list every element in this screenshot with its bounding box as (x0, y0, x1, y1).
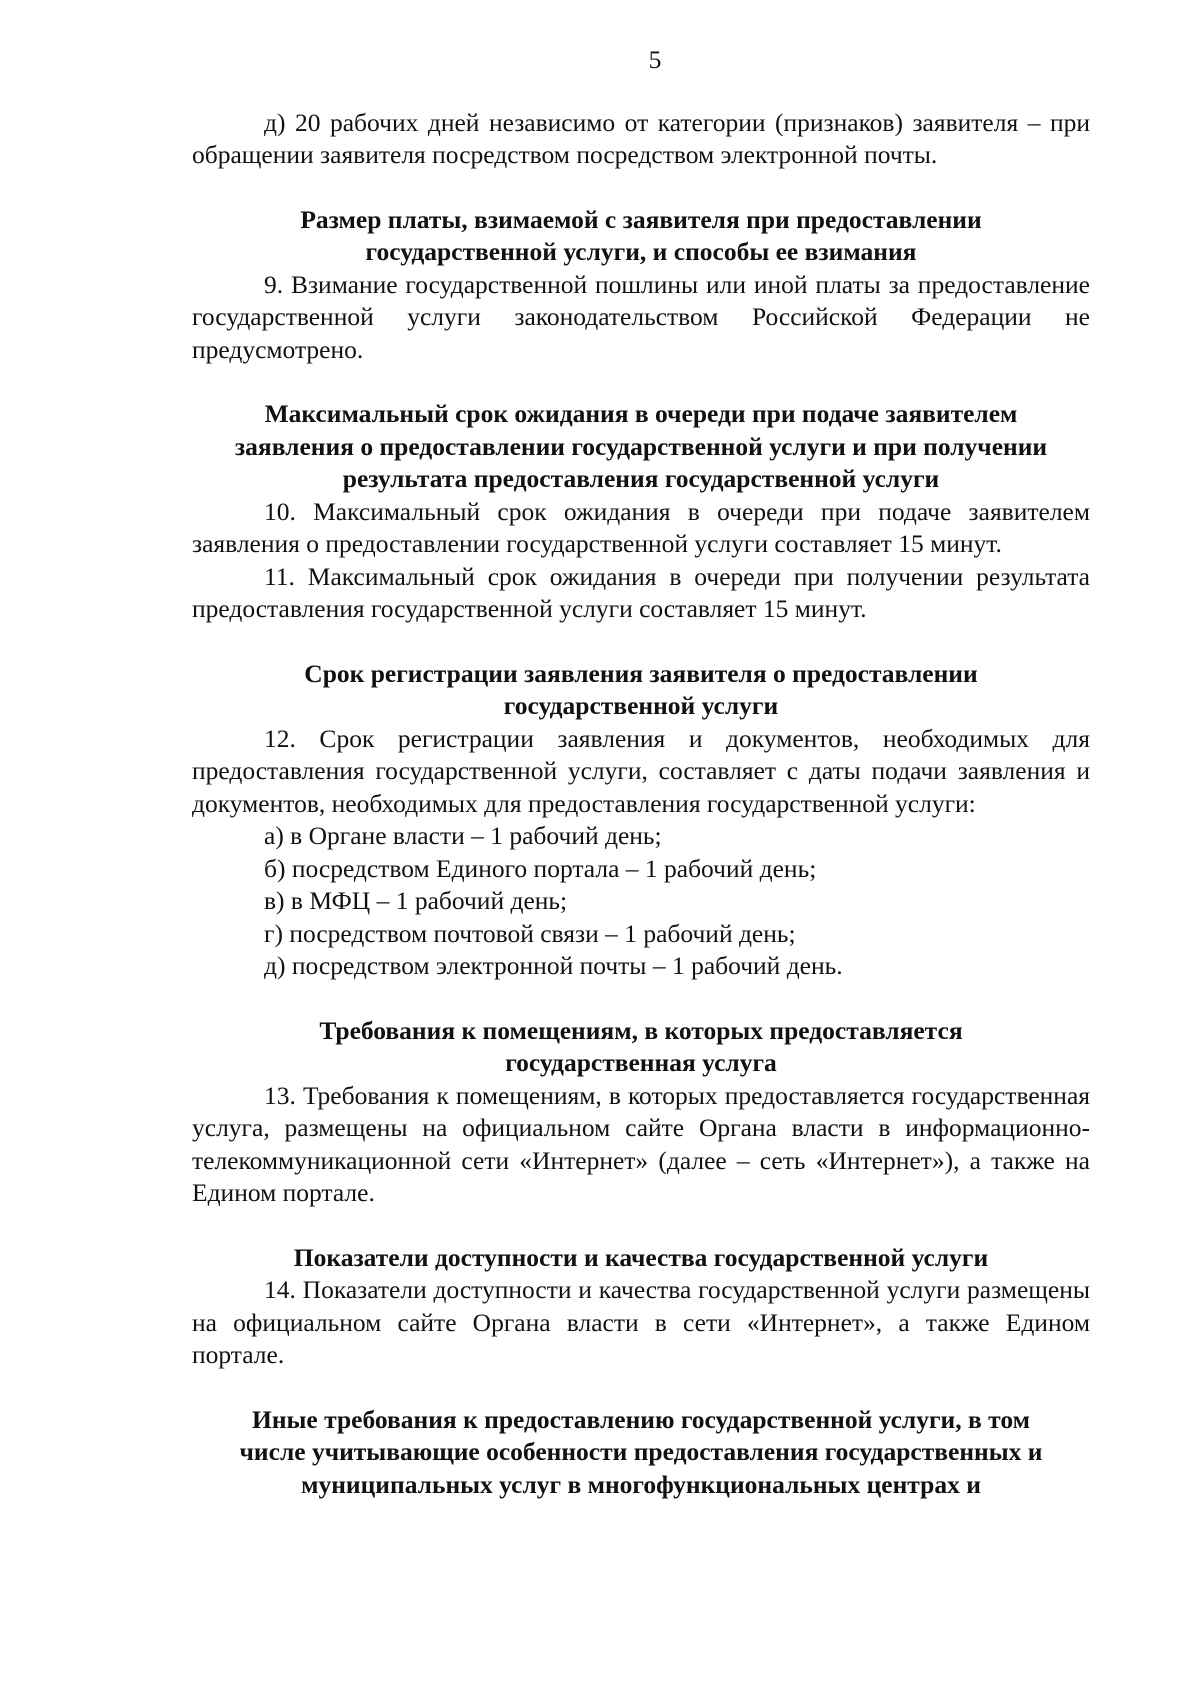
paragraph-10: 10. Максимальный срок ожидания в очереди при подаче заявителем заявления о предоставлении государственной услуги составляет 15 минут. (192, 496, 1090, 558)
paragraph-11: 11. Максимальный срок ожидания в очереди при получении результата предоставления государственной услуги составляет 15 минут. (192, 561, 1090, 623)
section-quality-indicators (192, 1242, 1090, 1372)
section-heading: Требования к помещениям, в которых предоставляется государственная услуга (319, 1015, 963, 1077)
section-fee (192, 204, 1090, 367)
section-registration-term (192, 658, 1090, 983)
page-number: 5 (648, 45, 662, 74)
section-heading: Срок регистрации заявления заявителя о предоставлении государственной услуги (304, 658, 978, 720)
list-item: а) в Органе власти – 1 рабочий день; (264, 821, 662, 850)
section-heading: Размер платы, взимаемой с заявителя при предоставлении государственной услуги, и способы ее взимания (300, 204, 982, 266)
section-queue-time (192, 398, 1090, 626)
section-heading: Показатели доступности и качества государственной услуги (293, 1242, 989, 1272)
section-heading: Иные требования к предоставлению государственной услуги, в том числе учитывающие особенности предоставления государственных и муниципальных услуг в многофункциональных центрах и (239, 1404, 1043, 1499)
list-item: б) посредством Единого портала – 1 рабочий день; (264, 853, 817, 883)
section-heading: Максимальный срок ожидания в очереди при подаче заявителем заявления о предоставлении государственной услуги и при получении результата предоставления государственной услуги (234, 399, 1048, 493)
list-item: г) посредством почтовой связи – 1 рабочий день; (264, 918, 796, 948)
section-other-requirements (192, 1404, 1090, 1502)
paragraph-13: 13. Требования к помещениям, в которых предоставляется государственная услуга, размещены на официальном сайте Органа власти в информационно-телекоммуникационной сети «Интернет» (далее – сеть «Интернет»), а также на Едином портале. (192, 1080, 1090, 1207)
section-premises (192, 1015, 1090, 1210)
paragraph-12: 12. Срок регистрации заявления и документов, необходимых для предоставления государственной услуги, составляет с даты подачи заявления и документов, необходимых для предоставления государственной услуги: (192, 723, 1090, 818)
paragraph-9: 9. Взимание государственной пошлины или иной платы за предоставление государственной услуги законодательством Российской Федерации не предусмотрено. (192, 269, 1090, 364)
list-item: в) в МФЦ – 1 рабочий день; (264, 886, 568, 915)
list-item: д) посредством электронной почты – 1 рабочий день. (264, 951, 843, 980)
paragraph-14: 14. Показатели доступности и качества государственной услуги размещены на официальном сайте Органа власти в сети «Интернет», а также Едином портале. (192, 1275, 1090, 1369)
intro-paragraph: д) 20 рабочих дней независимо от категории (признаков) заявителя – при обращении заявителя посредством посредством электронной почты. (192, 107, 1090, 169)
